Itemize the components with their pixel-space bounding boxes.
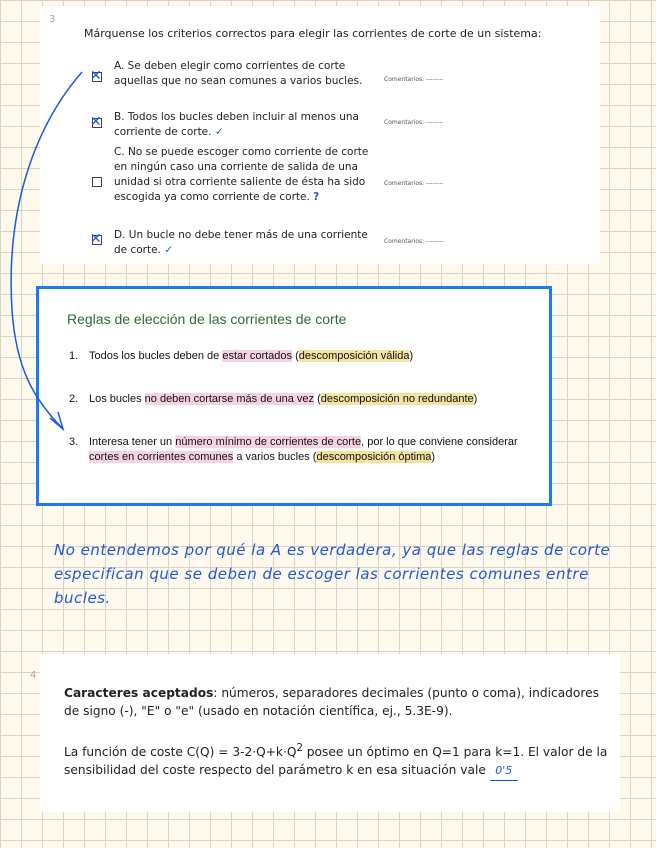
- answer-input[interactable]: 0'5: [490, 762, 518, 781]
- rule-text-segment: Los bucles: [89, 393, 145, 405]
- highlight-yellow: descomposición válida: [298, 350, 410, 362]
- rule-text-segment: (: [292, 350, 299, 362]
- cross-mark-icon: ✕: [90, 114, 102, 130]
- superscript: 2: [296, 743, 303, 754]
- rule-text-segment: ): [431, 451, 436, 463]
- rule-text-segment: Todos los bucles deben de: [89, 350, 223, 362]
- option-d-text: D. Un bucle no debe tener más de una corriente de corte. ✓: [114, 229, 368, 256]
- rule-text-segment: (: [314, 393, 321, 405]
- rule-number: 2.: [69, 393, 79, 405]
- rule-text-segment: , por lo que conviene considerar: [361, 436, 518, 448]
- question-number: 3: [49, 14, 56, 25]
- highlight-yellow: descomposición óptima: [316, 451, 432, 463]
- check-mark-icon: ✓: [164, 244, 174, 256]
- question-number: 4: [30, 670, 37, 681]
- option-c-text: C. No se puede escoger como corriente de corte en ningún caso una corriente de salida de una unidad si otra corriente saliente de ésta ha sido escogida ya como corriente de corte. ?: [114, 146, 369, 203]
- accepted-label: Caracteres aceptados: [64, 686, 214, 700]
- comment-label-a: Comentarios: --------: [384, 76, 444, 83]
- question-title: Márquense los criterios correctos para elegir las corrientes de corte de un sistema:: [84, 27, 542, 40]
- rule-number: 1.: [69, 350, 79, 362]
- option-a-text: A. Se deben elegir como corrientes de corte aquellas que no sean comunes a varios bucles.: [114, 60, 363, 87]
- highlight-pink: cortes en corrientes comunes: [89, 451, 234, 463]
- question-mark-icon: ?: [313, 191, 320, 203]
- comment-label-b: Comentarios: --------: [384, 119, 444, 126]
- rule-text-segment: a varios bucles (: [233, 451, 317, 463]
- handwritten-note: No entendemos por qué la A es verdadera, ya que las reglas de corte especifican que se deben de escoger las corrientes comunes entre bucles.: [54, 541, 611, 607]
- highlight-pink: no deben cortarse más de una vez: [144, 393, 315, 405]
- rule-text-segment: Interesa tener un: [89, 436, 176, 448]
- cross-mark-icon: ✕: [90, 68, 102, 84]
- cross-mark-icon: ✕: [90, 231, 102, 247]
- accepted-characters: Caracteres aceptados: números, separadores decimales (punto o coma), indicadores de signo (-), "E" o "e" (usado en notación científica, ej., 5.3E-9).: [64, 686, 599, 718]
- option-b-text: B. Todos los bucles deben incluir al menos una corriente de corte. ✓: [114, 111, 359, 138]
- question-4-card: [30, 654, 620, 812]
- rule-text-segment: ): [473, 393, 478, 405]
- highlight-pink: número mínimo de corrientes de corte: [175, 436, 362, 448]
- comment-label-c: Comentarios: --------: [384, 180, 444, 187]
- rule-number: 3.: [69, 436, 79, 448]
- highlight-pink: estar cortados: [222, 350, 293, 362]
- rules-title: Reglas de elección de las corrientes de corte: [67, 311, 347, 327]
- check-mark-icon: ✓: [214, 126, 224, 138]
- rule-text-segment: ): [409, 350, 414, 362]
- question-statement: La función de coste $C(Q) = 3-2\cdot Q+k\cdot Q^2$ posee un óptimo en Q=1 para k=1. El valor de la sensibilidad del coste respecto del parámetro k en esa situación vale 0'5: [64, 740, 609, 781]
- highlight-yellow: descomposición no redundante: [320, 393, 474, 405]
- comment-label-d: Comentarios: --------: [384, 238, 444, 245]
